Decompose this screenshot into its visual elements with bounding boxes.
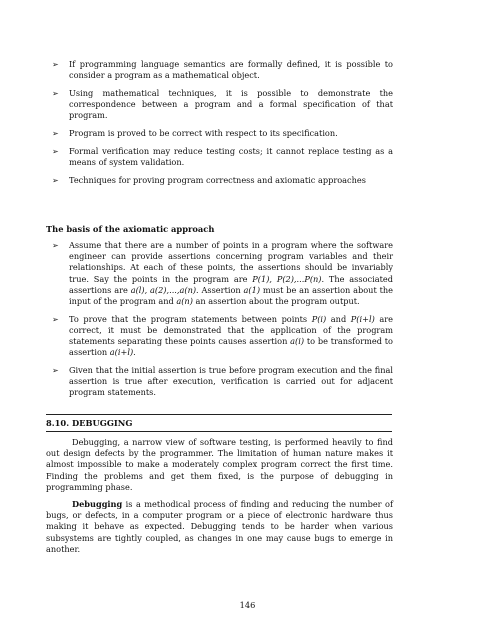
page-number: 146: [239, 600, 256, 610]
list-item: ➢ Assume that there are a number of points in a program where the software engineer can provide assertions concerning program variables and their relationships. At each of these points, the assertions should be invariably true. Say the points in the program are P(1), P(2),...P(n). The associated assertions are a(l), a(2),...,a(n). Assertion a(1) must be an assertion about the input of the program and a(n) an assertion about the program output.: [52, 240, 393, 307]
arrow-bullet-icon: ➢: [52, 366, 59, 376]
arrow-bullet-icon: ➢: [52, 88, 59, 98]
debugging-paragraph-1: Debugging, a narrow view of software testing, is performed heavily to find out design defects by the programmer. The limitation of human nature makes it almost impossible to make a moderately complex program correct the first time. Finding the problems and get them fixed, is the purpose of debugging in programming phase.: [46, 437, 393, 492]
list-item: ➢ Techniques for proving program correctness and axiomatic approaches: [52, 174, 366, 185]
axiomatic-bullet-list: [52, 240, 393, 399]
list-item: ➢ Given that the initial assertion is true before program execution and the final assertion is true after execution, verification is carried out for adjacent program statements.: [52, 365, 393, 398]
debugging-paragraph-2: Debugging is a methodical process of finding and reducing the number of bugs, or defects, in a computer program or a piece of electronic hardware thus making it behave as expected. Debugging tends to be harder when various subsystems are tightly coupled, as changes in one may cause bugs to emerge in another.: [46, 499, 393, 554]
arrow-bullet-icon: ➢: [52, 146, 59, 156]
list-item: ➢ Formal verification may reduce testing costs; it cannot replace testing as a means of system validation.: [52, 145, 393, 167]
list-item: ➢ To prove that the program statements between points P(i) and P(i+l) are correct, it must be demonstrated that the application of the program statements separating these points causes assertion a(i) to be transformed to assertion a(i+l).: [52, 313, 393, 358]
list-item: ➢ Program is proved to be correct with respect to its specification.: [52, 128, 338, 139]
arrow-bullet-icon: ➢: [52, 129, 59, 139]
list-item: ➢ Using mathematical techniques, it is possible to demonstrate the correspondence between a program and a formal specification of that program.: [52, 87, 393, 121]
top-bullet-list: [52, 59, 393, 192]
arrow-bullet-icon: ➢: [52, 241, 59, 250]
list-item: ➢ If programming language semantics are formally defined, it is possible to consider a program as a mathematical object.: [52, 59, 393, 81]
arrow-bullet-icon: ➢: [52, 60, 59, 69]
arrow-bullet-icon: ➢: [52, 314, 59, 324]
section-heading-debugging: 8.10. DEBUGGING: [46, 418, 133, 428]
section-rule-bottom: [46, 431, 392, 432]
section-heading-axiomatic: The basis of the axiomatic approach: [46, 224, 215, 234]
section-rule-top: [46, 414, 392, 415]
arrow-bullet-icon: ➢: [52, 175, 59, 185]
